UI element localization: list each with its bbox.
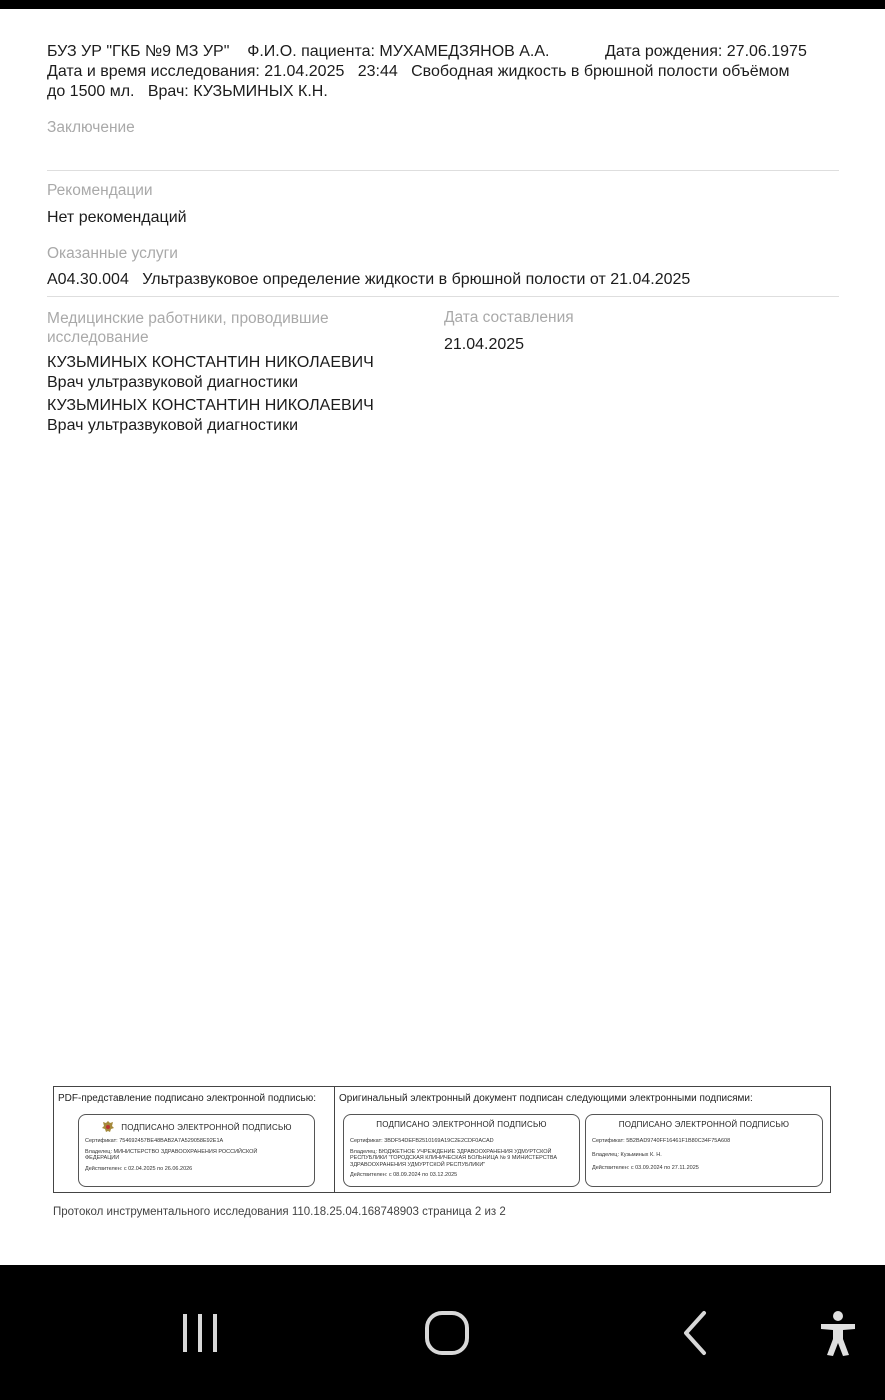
recent-apps-icon xyxy=(178,1311,222,1355)
signature-divider xyxy=(334,1087,335,1192)
study-date: 21.04.2025 xyxy=(264,63,345,80)
service-item xyxy=(47,271,690,289)
stamp-validity: Действителен: с 08.09.2024 по 03.12.2025 xyxy=(350,1172,458,1178)
staff-label-line-1: Медицинские работники, проводившие xyxy=(47,310,329,327)
home-icon xyxy=(423,1309,471,1357)
recommendations-value: Нет рекомендаций xyxy=(47,209,187,226)
signature-table xyxy=(53,1086,831,1193)
accessibility-button[interactable] xyxy=(808,1265,868,1400)
back-button[interactable] xyxy=(665,1265,725,1400)
pdf-signature-heading: PDF-представление подписано электронной подписью: xyxy=(58,1093,316,1104)
stamp-owner-line: РЕСПУБЛИКИ "ГОРОДСКАЯ КЛИНИЧЕСКАЯ БОЛЬНИЦА № 9 МИНИСТЕРСТВА xyxy=(350,1155,558,1161)
recent-apps-button[interactable] xyxy=(165,1265,235,1400)
birth-label: Дата рождения: xyxy=(605,43,723,60)
stamp-owner-line: ФЕДЕРАЦИИ xyxy=(85,1155,120,1161)
stamp-owner-line: Владелец: МИНИСТЕРСТВО ЗДРАВООХРАНЕНИЯ РОССИЙСКОЙ xyxy=(85,1148,258,1155)
conclusion-label: Заключение xyxy=(47,119,135,136)
stamp-certificate: Сертификат: 754692457BE48BAB2A7A529058E92E1A xyxy=(85,1138,224,1144)
service-name: Ультразвуковое определение жидкости в брюшной полости от 21.04.2025 xyxy=(142,271,691,288)
stamp-certificate: Сертификат: 5B2BAD9740FF16461F1B80C34F75A608 xyxy=(592,1138,731,1144)
finding-volume: до 1500 мл. xyxy=(47,83,135,100)
signature-stamp xyxy=(343,1114,580,1187)
study-label: Дата и время исследования: xyxy=(47,63,260,80)
birth-date: 27.06.1975 xyxy=(726,43,807,60)
services-label: Оказанные услуги xyxy=(47,245,178,262)
staff-entry xyxy=(47,353,374,393)
back-icon xyxy=(678,1309,712,1357)
staff-name: КУЗЬМИНЫХ КОНСТАНТИН НИКОЛАЕВИЧ xyxy=(47,354,374,371)
stamp-validity: Действителен: с 02.04.2025 по 26.06.2026 xyxy=(85,1165,193,1172)
header-line-3 xyxy=(47,83,328,101)
divider xyxy=(47,296,839,297)
date-composed-label: Дата составления xyxy=(444,309,574,326)
stamp-title: ПОДПИСАНО ЭЛЕКТРОННОЙ ПОДПИСЬЮ xyxy=(618,1120,790,1129)
doctor-short-name: КУЗЬМИНЫХ К.Н. xyxy=(193,83,328,100)
patient-name: МУХАМЕДЗЯНОВ А.А. xyxy=(379,43,550,60)
recommendations-label: Рекомендации xyxy=(47,182,153,199)
patient-label: Ф.И.О. пациента: xyxy=(247,43,375,60)
home-button[interactable] xyxy=(412,1265,482,1400)
stamp-owner xyxy=(592,1152,816,1159)
protocol-footer: Протокол инструментального исследования 110.18.25.04.168748903 страница 2 из 2 xyxy=(53,1206,506,1218)
stamp-title: ПОДПИСАНО ЭЛЕКТРОННОЙ ПОДПИСЬЮ xyxy=(121,1122,292,1132)
staff-entry xyxy=(47,396,374,436)
service-code: A04.30.004 xyxy=(47,271,129,288)
staff-role: Врач ультразвуковой диагностики xyxy=(47,374,299,391)
finding-text: Свободная жидкость в брюшной полости объёмом xyxy=(411,63,790,80)
stamp-title: ПОДПИСАНО ЭЛЕКТРОННОЙ ПОДПИСЬЮ xyxy=(376,1120,547,1129)
study-time: 23:44 xyxy=(357,63,398,80)
date-composed-value: 21.04.2025 xyxy=(444,336,525,353)
system-navigation-bar xyxy=(0,1265,885,1400)
stamp-owner-line: Владелец: Кузьминых К. Н. xyxy=(592,1151,662,1158)
stamp-validity: Действителен: с 03.09.2024 по 27.11.2025 xyxy=(592,1165,699,1171)
coat-of-arms-icon xyxy=(101,1120,115,1134)
original-signature-heading: Оригинальный электронный документ подписан следующими электронными подписями: xyxy=(339,1093,753,1104)
staff-label xyxy=(47,309,329,347)
doctor-label: Врач: xyxy=(147,83,189,100)
staff-name: КУЗЬМИНЫХ КОНСТАНТИН НИКОЛАЕВИЧ xyxy=(47,397,374,414)
stamp-owner-line: Владелец: БЮДЖЕТНОЕ УЧРЕЖДЕНИЕ ЗДРАВООХРАНЕНИЯ УДМУРТСКОЙ xyxy=(350,1148,552,1155)
org-name: БУЗ УР "ГКБ №9 МЗ УР" xyxy=(47,43,230,60)
header-line-1 xyxy=(47,43,549,61)
signature-stamp xyxy=(78,1114,315,1187)
stamp-owner-line: ЗДРАВООХРАНЕНИЯ УДМУРТСКОЙ РЕСПУБЛИКИ" xyxy=(350,1161,486,1168)
signature-stamp xyxy=(585,1114,823,1187)
staff-role: Врач ультразвуковой диагностики xyxy=(47,417,299,434)
divider xyxy=(47,170,839,171)
birth-date-block xyxy=(605,43,807,61)
top-edge-bar xyxy=(0,0,885,9)
stamp-certificate: Сертификат: 3BDF54DEFB2510169A19C2E2CDF0ACAD xyxy=(350,1138,494,1144)
stamp-owner xyxy=(85,1149,308,1162)
staff-label-line-2: исследование xyxy=(47,329,149,346)
accessibility-icon xyxy=(818,1309,858,1357)
header-line-2 xyxy=(47,63,790,81)
stamp-owner xyxy=(350,1149,573,1169)
